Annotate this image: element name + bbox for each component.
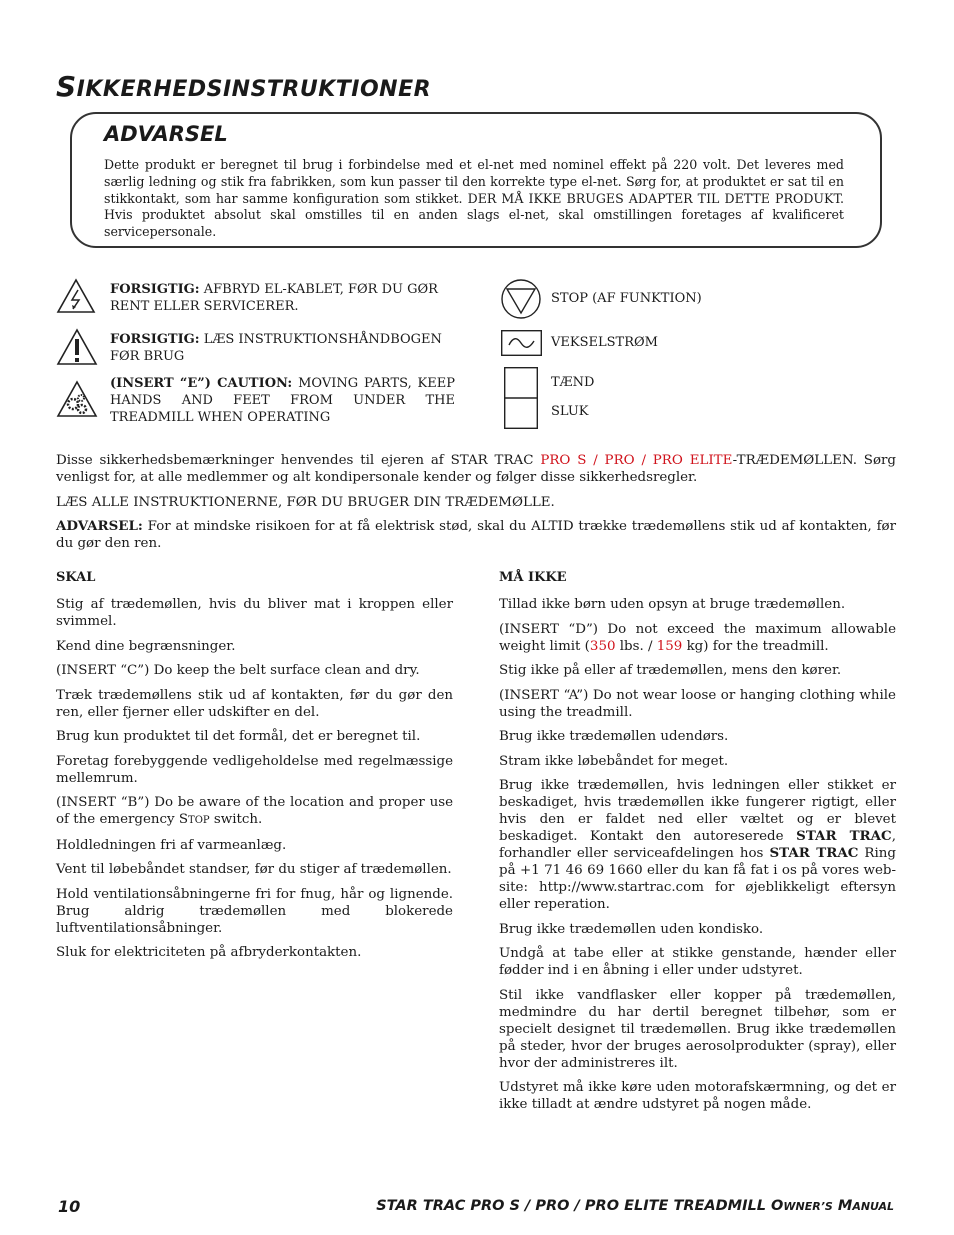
list-item: (INSERT “A”) Do not wear loose or hanging clothing while using the treadmill. <box>499 687 896 720</box>
page-title: SIKKERHEDSINSTRUKTIONER <box>56 70 432 103</box>
warning-heading: ADVARSEL <box>104 122 228 146</box>
list-item: Stig ikke på eller af trædemøllen, mens den kører. <box>499 663 842 678</box>
list-item: Træk trædemøllens stik ud af kontakten, før du gør den ren, eller fjerner eller udskifter en del. <box>56 687 453 720</box>
list-item: Brug ikke trædemøllen udendørs. <box>499 729 729 744</box>
stop-label: STOP (AF FUNKTION) <box>551 291 702 306</box>
list-item: Brug kun produktet til det formål, det er beregnet til. <box>56 729 421 744</box>
skal-heading: SKAL <box>56 570 96 585</box>
caution-read-manual: FORSIGTIG: LÆS INSTRUKTIONSHÅNDBOGEN FØR BRUG <box>110 332 442 364</box>
warning-paragraph: ADVARSEL: For at mindske risikoen for at få elektrisk stød, skal du ALTID trække trædemøllens stik ud af kontakten, før du gør den ren. <box>56 518 896 551</box>
page-number: 10 <box>58 1197 81 1216</box>
caution-unplug: FORSIGTIG: AFBRYD EL-KABLET, FØR DU GØR RENT ELLER SERVICERER. <box>110 282 438 314</box>
list-item: (INSERT “C”) Do keep the belt surface clean and dry. <box>56 663 420 678</box>
list-item: (INSERT “B”) Do be aware of the location and proper use of the emergency STOP switch. <box>56 795 453 827</box>
lightning-triangle-icon <box>56 278 96 314</box>
exclamation-triangle-icon <box>56 328 98 366</box>
list-item: Foretag forebyggende vedligeholdelse med regelmæssige mellemrum. <box>56 753 453 786</box>
list-item: Sluk for elektriciteten på afbryderkontakten. <box>56 945 362 960</box>
footer-title: STAR TRAC PRO S / PRO / PRO ELITE TREADMILL OWNER’S MANUAL <box>376 1198 894 1214</box>
list-item: Vent til løbebåndet standser, før du stiger af trædemøllen. <box>56 862 452 877</box>
list-item: Brug ikke trædemøllen, hvis ledningen eller stikket er beskadiget, hvis trædemøllen ikke fungerer rigtigt, eller hvis den er faldet ned eller væltet og er blevet beskadiget. Kontakt den autoreserede STAR TRAC, forhandler eller serviceafdelingen hos STAR TRAC Ring på +1 71 46 69 1660 eller du kan få fat i os på vores web-site: http://www.startrac.com for øjeblikkeligt eftersyn eller reperation. <box>499 778 896 912</box>
list-item: Undgå at tabe eller at stikke genstande, hænder eller fødder ind i en åbning i eller under udstyret. <box>499 946 896 978</box>
maa-ikke-heading: MÅ IKKE <box>499 570 567 585</box>
warning-text: Dette produkt er beregnet til brug i forbindelse med et el-net med nominel effekt på 220 volt. Det leveres med særlig ledning og stik fra fabrikken, som kun passer til den korrekte type el-net. Sørg for, at produktet er sat til en stikkontakt, som har samme konfiguration som stikket. DER MÅ IKKE BRUGES ADAPTER TIL DETTE PRODUKT. Hvis produktet absolut skal omstilles til en anden slags el-net, skal omstillingen foretages af kvalificeret servicepersonale. <box>104 157 844 240</box>
list-item: Holdledningen fri af varmeanlæg. <box>56 837 287 853</box>
off-label: SLUK <box>551 404 589 419</box>
list-item: Brug ikke trædemøllen uden kondisko. <box>499 921 764 937</box>
skal-column <box>56 569 453 969</box>
list-item: Stil ikke vandflasker eller kopper på trædemøllen, medmindre du har dertil beregnet tilbehør, som er specielt designet til trædemøllen. Brug ikke trædemøllen på steder, hvor der bruges aerosolprodukter (spray), eller hvor der administreres ilt. <box>499 987 896 1071</box>
on-label: TÆND <box>551 375 595 390</box>
read-instructions: LÆS ALLE INSTRUKTIONERNE, FØR DU BRUGER DIN TRÆDEMØLLE. <box>56 495 555 510</box>
caution-moving-parts: (INSERT “E”) CAUTION: MOVING PARTS, KEEP HANDS AND FEET FROM UNDER THE TREADMILL WHEN OPERATING <box>110 376 455 425</box>
list-item: (INSERT “D”) Do not exceed the maximum allowable weight limit (350 lbs. / 159 kg) for the treadmill. <box>499 621 896 654</box>
ac-icon <box>501 330 542 356</box>
list-item: Stig af trædemøllen, hvis du bliver mat i kroppen eller svimmel. <box>56 597 453 629</box>
list-item: Tillad ikke børn uden opsyn at bruge trædemøllen. <box>499 597 846 612</box>
maa-ikke-column <box>499 569 896 1121</box>
gears-triangle-icon <box>56 380 98 418</box>
list-item: Udstyret må ikke køre uden motorafskærmning, og det er ikke tilladt at ændre udstyret på nogen måde. <box>499 1080 896 1112</box>
list-item: Kend dine begrænsninger. <box>56 638 236 654</box>
intro-paragraph: Disse sikkerhedsbemærkninger henvendes til ejeren af STAR TRAC PRO S / PRO / PRO ELITE-TRÆDEMØLLEN. Sørg venligst for, at alle medlemmer og alt kondipersonale kender og følger disse sikkerhedsregler. <box>56 453 897 485</box>
list-item: Hold ventilationsåbningerne fri for fnug, hår og lignende. Brug aldrig trædemøllen med blokerede luftventilationsåbninger. <box>56 886 453 936</box>
on-off-icon <box>504 367 538 429</box>
ac-label: VEKSELSTRØM <box>551 335 658 350</box>
list-item: Stram ikke løbebåndet for meget. <box>499 753 729 769</box>
stop-icon <box>500 278 542 320</box>
